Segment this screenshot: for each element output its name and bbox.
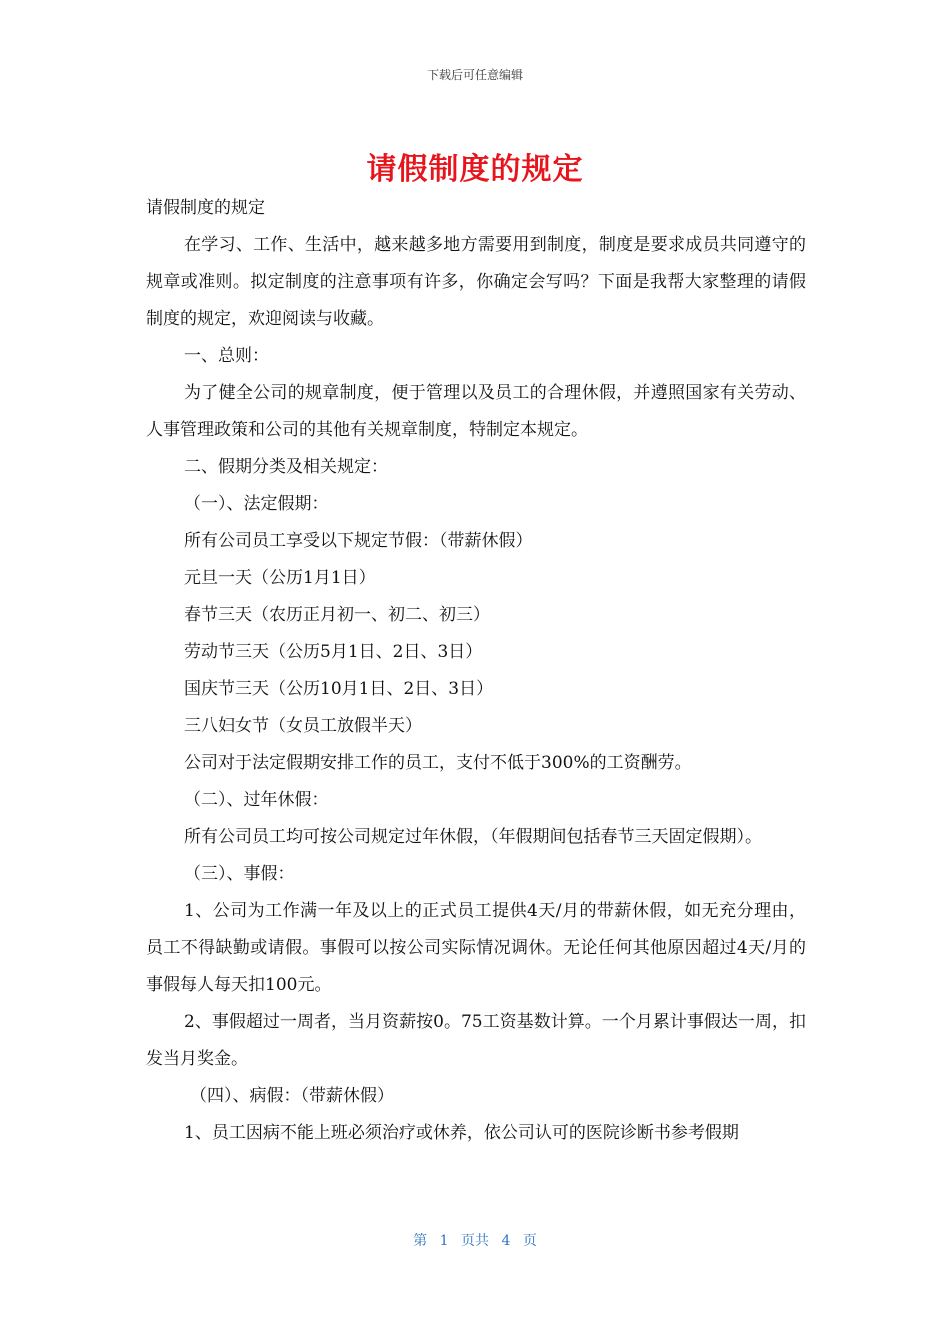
paragraph: 公司对于法定假期安排工作的员工，支付不低于300%的工资酬劳。 xyxy=(184,753,692,773)
list-item: 春节三天（农历正月初一、初二、初三） xyxy=(184,605,490,625)
list-item: 劳动节三天（公历5月1日、2日、3日） xyxy=(184,642,483,662)
subsection-heading: （二）、过年休假： xyxy=(184,790,329,810)
paragraph: 2、事假超过一周者，当月资薪按0。75工资基数计算。一个月累计事假达一周，扣发当月奖金。 xyxy=(146,1012,806,1069)
document-title: 请假制度的规定 xyxy=(366,152,584,187)
list-item: 三八妇女节（女员工放假半天） xyxy=(184,716,422,736)
page-mid: 页共 xyxy=(461,1233,489,1249)
page-number: 1 xyxy=(439,1233,449,1249)
page-prefix: 第 xyxy=(413,1233,428,1249)
subsection-heading: （四）、病假：（带薪休假） xyxy=(190,1086,394,1106)
paragraph: 1、员工因病不能上班必须治疗或休养，依公司认可的医院诊断书参考假期 xyxy=(184,1123,739,1143)
paragraph: 所有公司员工均可按公司规定过年休假，（年假期间包括春节三天固定假期）。 xyxy=(184,827,762,847)
list-item: 国庆节三天（公历10月1日、2日、3日） xyxy=(184,679,494,699)
page-footer xyxy=(0,1230,950,1250)
paragraph: 请假制度的规定 xyxy=(146,198,265,218)
section-heading: 一、总则： xyxy=(184,346,269,366)
document-body xyxy=(146,190,806,1152)
paragraph: 所有公司员工享受以下规定节假：（带薪休假） xyxy=(184,531,533,551)
page-header: 下载后可任意编辑 xyxy=(426,68,523,82)
subsection-heading: （一）、法定假期： xyxy=(184,494,329,514)
subsection-heading: （三）、事假： xyxy=(184,864,295,884)
list-item: 元旦一天（公历1月1日） xyxy=(184,568,376,588)
paragraph: 1、公司为工作满一年及以上的正式员工提供4天/月的带薪休假，如无充分理由，员工不得缺勤或请假。事假可以按公司实际情况调休。无论任何其他原因超过4天/月的事假每人每天扣100元。 xyxy=(146,901,806,995)
page-suffix: 页 xyxy=(522,1233,537,1249)
paragraph: 为了健全公司的规章制度，便于管理以及员工的合理休假，并遵照国家有关劳动、人事管理政策和公司的其他有关规章制度，特制定本规定。 xyxy=(146,383,806,440)
paragraph: 在学习、工作、生活中，越来越多地方需要用到制度，制度是要求成员共同遵守的规章或准则。拟定制度的注意事项有许多，你确定会写吗？下面是我帮大家整理的请假制度的规定，欢迎阅读与收藏。 xyxy=(146,235,806,329)
section-heading: 二、假期分类及相关规定： xyxy=(184,457,388,477)
page-total: 4 xyxy=(501,1233,511,1249)
